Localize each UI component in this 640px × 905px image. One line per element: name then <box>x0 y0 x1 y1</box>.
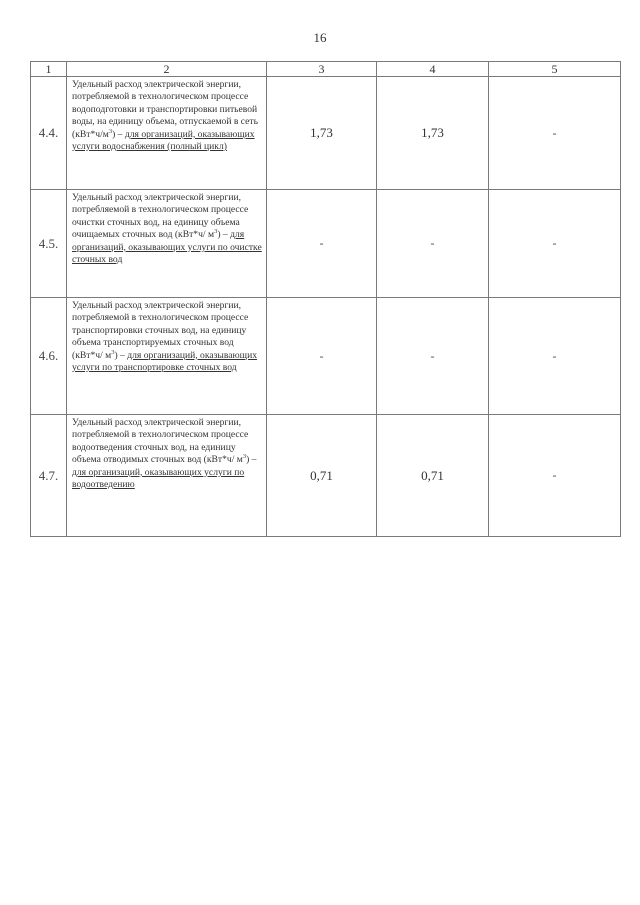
value-col5: - <box>489 77 621 190</box>
description-underlined: для организаций, оказывающих услуги по очистке сточных вод <box>72 229 262 266</box>
row-number: 4.5. <box>31 190 67 298</box>
row-number: 4.7. <box>31 415 67 537</box>
description-underlined: для организаций, оказывающих услуги по транспортировке сточных вод <box>72 349 258 374</box>
table-row <box>31 190 621 298</box>
description-connector: ) – <box>217 229 231 241</box>
value-col4: 1,73 <box>377 77 489 190</box>
row-description <box>67 415 267 537</box>
superscript: 3 <box>214 228 218 236</box>
description-text: Удельный расход электрической энергии, потребляемой в технологическом процессе водоотведения сточных вод, на единицу объема отводимых сточных вод (кВт*ч/ м <box>72 417 249 466</box>
table-row <box>31 415 621 537</box>
column-header-5: 5 <box>489 62 621 77</box>
description-underlined: для организаций, оказывающих услуги по водоотведению <box>72 466 245 491</box>
value-col3: 0,71 <box>267 415 377 537</box>
value-col5: - <box>489 190 621 298</box>
value-col4: - <box>377 190 489 298</box>
column-header-3: 3 <box>267 62 377 77</box>
column-header-2: 2 <box>67 62 267 77</box>
column-header-4: 4 <box>377 62 489 77</box>
row-description <box>67 298 267 415</box>
value-col3: - <box>267 298 377 415</box>
description-connector: ) – <box>114 349 128 361</box>
description-connector: ) – <box>112 128 125 140</box>
indicators-table <box>30 61 621 537</box>
row-description <box>67 190 267 298</box>
value-col4: 0,71 <box>377 415 489 537</box>
value-col3: - <box>267 190 377 298</box>
description-text: Удельный расход электрической энергии, потребляемой в технологическом процессе транспортировки сточных вод, на единицу объема транспортируемых сточных вод (кВт*ч/ м <box>72 300 249 361</box>
superscript: 3 <box>111 348 115 356</box>
description-text: Удельный расход электрической энергии, потребляемой в технологическом процессе водоподготовки и транспортировки питьевой воды, на единицу объема, отпускаемой в сеть (кВт*ч/м <box>72 79 258 140</box>
table-header-row <box>31 62 621 77</box>
description-underlined: для организаций, оказывающих услуги водоснабжения (полный цикл) <box>72 128 255 153</box>
superscript: 3 <box>242 453 247 461</box>
description-text: Удельный расход электрической энергии, потребляемой в технологическом процессе очистки сточных вод, на единицу объема очищаемых сточных вод (кВт*ч/ м <box>72 192 249 241</box>
description-connector: ) – <box>246 454 257 466</box>
page-number: 16 <box>313 30 327 45</box>
row-number: 4.6. <box>31 298 67 415</box>
value-col3: 1,73 <box>267 77 377 190</box>
value-col4: - <box>377 298 489 415</box>
value-col5: - <box>489 415 621 537</box>
table-row <box>31 298 621 415</box>
row-description <box>67 77 267 190</box>
column-header-1: 1 <box>31 62 67 77</box>
value-col5: - <box>489 298 621 415</box>
superscript: 3 <box>108 127 113 135</box>
table-row <box>31 77 621 190</box>
row-number: 4.4. <box>31 77 67 190</box>
